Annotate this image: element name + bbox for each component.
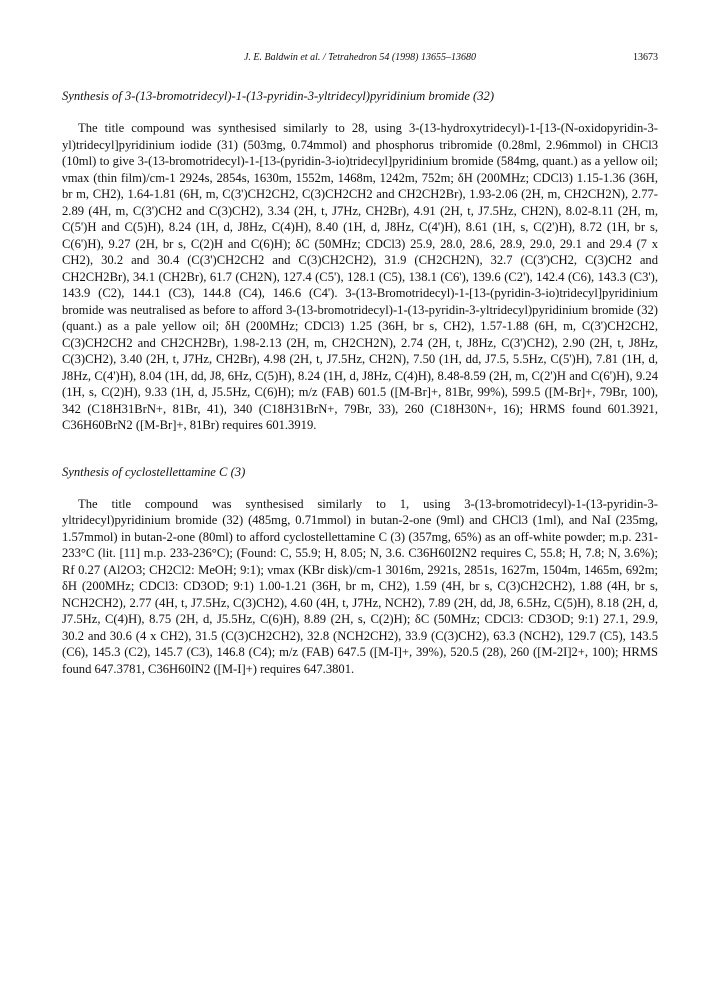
section-paragraph: The title compound was synthesised similarly to 1, using 3-(13-bromotridecyl)-1-(13-pyridin-3-yltridecyl)pyridinium bromide (32) (485mg, 0.71mmol) in butan-2-one (9ml) and CHCl3 (1ml), and NaI (235mg, 1.57mmol) in butan-2-one (80ml) to afford cyclostellettamine C (3) (357mg, 65%) as an off-white powder; m.p. 231-233°C (lit. [11] m.p. 233-236°C); (Found: C, 55.9; H, 8.05; N, 3.6. C36H60I2N2 requires C, 55.8; H, 7.8; N, 3.6%); Rf 0.27 (Al2O3; CH2Cl2: MeOH; 9:1); νmax (KBr disk)/cm-1 3016m, 2921s, 2851s, 1627m, 1504m, 1465m, 692m; δH (200MHz; CDCl3: CD3OD; 9:1) 1.00-1.21 (36H, br m, CH2), 1.59 (4H, br s, C(3)CH2CH2), 1.88 (4H, br s, NCH2CH2), 2.77 (4H, t, J7.5Hz, C(3)CH2), 4.60 (4H, t, J7Hz, NCH2), 7.89 (2H, dd, J8, 6.5Hz, C(5)H), 8.18 (2H, d, J7.5Hz, C(4)H), 8.75 (2H, d, J5.5Hz, C(6)H), 8.89 (2H, s, C(2)H); δC (50MHz; CDCl3: CD3OD; 9:1) 27.1, 29.9, 30.2 and 30.6 (4 x CH2), 31.5 (C(3)CH2CH2), 32.8 (NCH2CH2), 33.9 (C(3)CH2), 63.3 (NCH2), 129.7 (C5), 143.5 (C6), 145.3 (C2), 145.7 (C3), 146.8 (C4); m/z (FAB) 647.5 ([M-I]+, 39%), 520.5 (28), 260 ([M-2I]2+, 100); HRMS found 647.3781, C36H60IN2 ([M-I]+) requires 647.3801. (62, 496, 658, 676)
page-header (62, 52, 658, 66)
page-content (62, 88, 658, 677)
section-title: Synthesis of 3-(13-bromotridecyl)-1-(13-pyridin-3-yltridecyl)pyridinium bromide (32) (62, 89, 495, 103)
section-paragraph: The title compound was synthesised similarly to 28, using 3-(13-hydroxytridecyl)-1-[13-(N-oxidopyridin-3-yl)tridecyl]pyridinium iodide (31) (503mg, 0.74mmol) and phosphorus tribromide (0.28ml, 2.96mmol) in CHCl3 (10ml) to give 3-(13-bromotridecyl)-1-[13-(pyridin-3-io)tridecyl]pyridinium bromide (584mg, quant.) as a yellow oil; νmax (thin film)/cm-1 2924s, 2854s, 1630m, 1552m, 1468m, 1242m, 752m; δH (200MHz; CDCl3) 1.15-1.36 (36H, br m, CH2), 1.64-1.81 (6H, m, C(3')CH2CH2, C(3)CH2CH2 and CH2CH2Br), 1.93-2.06 (2H, m, CH2CH2N), 2.77-2.89 (4H, m, C(3')CH2 and C(3)CH2), 3.34 (2H, t, J7Hz, CH2Br), 4.91 (2H, t, J7.5Hz, CH2N), 8.02-8.11 (2H, m, C(5')H and C(5)H), 8.24 (1H, d, J8Hz, C(4)H), 8.40 (1H, d, J8Hz, C(4')H), 8.61 (1H, s, C(2')H), 8.72 (1H, br s, C(6')H), 9.27 (2H, br s, C(2)H and C(6)H); δC (50MHz; CDCl3) 25.9, 28.0, 28.6, 28.9, 29.0, 29.1 and 29.4 (7 x CH2), 30.2 and 30.4 (C(3')CH2CH2 and C(3)CH2CH2), 31.9 (CH2CH2N), 32.7 (C(3')CH2, C(3)CH2 and CH2CH2Br), 34.1 (CH2Br), 61.7 (CH2N), 127.4 (C5'), 128.1 (C5), 138.1 (C6'), 139.6 (C2'), 142.4 (C6), 143.3 (C3'), 143.9 (C2), 144.1 (C3), 144.8 (C4), 146.6 (C4'). 3-(13-Bromotridecyl)-1-[13-(pyridin-3-io)tridecyl]pyridinium bromide was neutralised as before to afford 3-(13-bromotridecyl)-1-(13-pyridin-3-yltridecyl)pyridinium bromide (32) (quant.) as a pale yellow oil; δH (200MHz; CDCl3) 1.25 (36H, br s, CH2), 1.57-1.88 (6H, m, C(3')CH2CH2, C(3)CH2CH2 and CH2CH2Br), 1.98-2.13 (2H, m, CH2CH2N), 2.74 (2H, t, J8Hz, C(3')CH2), 2.90 (2H, t, J8Hz, C(3)CH2), 3.40 (2H, t, J7Hz, CH2Br), 4.98 (2H, t, J7.5Hz, CH2N), 7.50 (1H, dd, J7.5, 5.5Hz, C(5')H), 7.81 (1H, d, J8Hz, C(4')H), 8.04 (1H, dd, J8, 6Hz, C(5)H), 8.24 (1H, d, J8Hz, C(4)H), 8.48-8.59 (2H, m, C(2')H and C(6')H), 9.24 (1H, s, C(2)H), 9.33 (1H, d, J5.5Hz, C(6)H); m/z (FAB) 601.5 ([M-Br]+, 81Br, 99%), 599.5 ([M-Br]+, 79Br, 100), 342 (C18H31BrN+, 81Br, 41), 340 (C18H31BrN+, 79Br, 33), 260 (C18H30N+, 16); HRMS found 601.3921, C36H60BrN2 ([M-Br]+, 81Br) requires 601.3919. (62, 121, 658, 432)
section-title: Synthesis of cyclostellettamine C (3) (62, 464, 246, 479)
section-synthesis-32 (62, 88, 658, 434)
page-number: 13673 (633, 52, 658, 63)
running-head: J. E. Baldwin et al. / Tetrahedron 54 (1998) 13655–13680 (243, 52, 477, 63)
section-synthesis-cyclostellettamine-c (62, 464, 658, 678)
